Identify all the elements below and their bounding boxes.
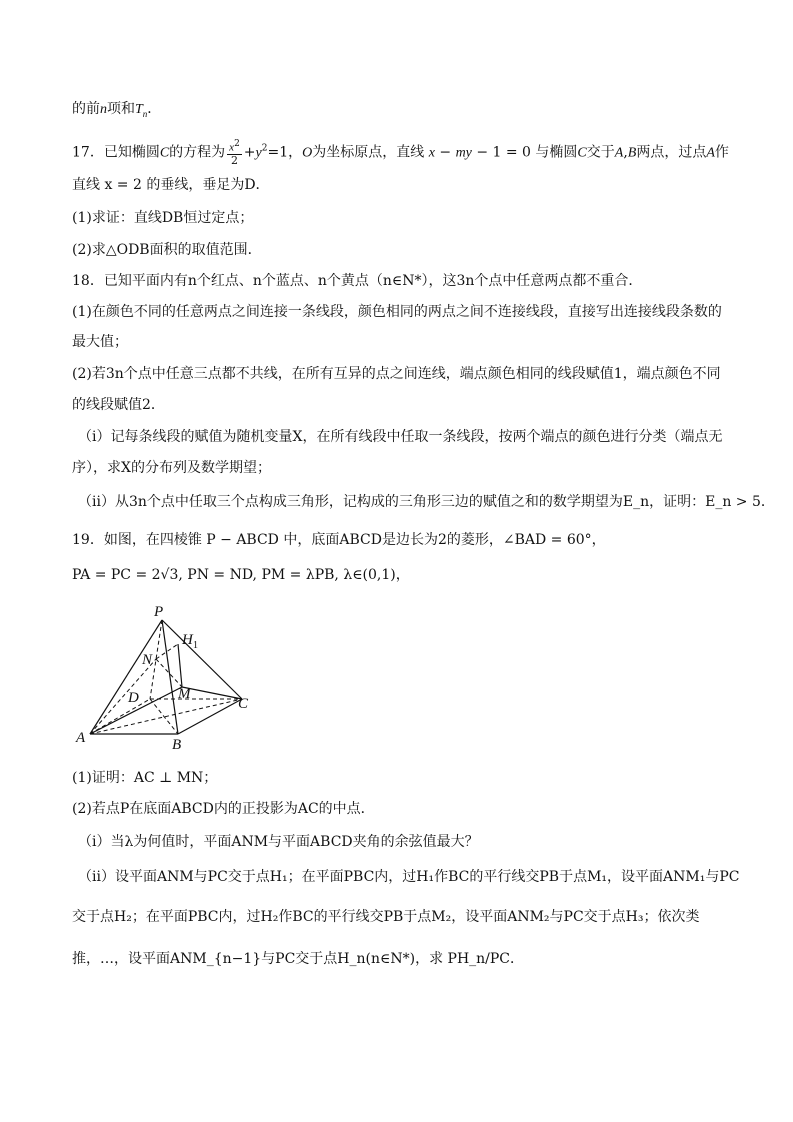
label-N: N bbox=[142, 652, 153, 668]
question-18-part-2-cont: 的线段赋值2． bbox=[72, 397, 165, 413]
question-18-part-2: (2)若3n个点中任意三点都不共线，在所有互异的点之间连线，端点颜色相同的线段赋值1，端点颜色不同 bbox=[72, 366, 721, 382]
question-17-part-2: (2)求△ODB面积的取值范围． bbox=[72, 242, 262, 258]
question-19-part-2: (2)若点P在底面ABCD内的正投影为AC的中点． bbox=[72, 801, 375, 817]
label-M: M bbox=[178, 686, 191, 702]
question-18-sub-i-cont: 序），求X的分布列及数学期望； bbox=[72, 460, 271, 476]
question-18-line-1: 18．已知平面内有n个红点、n个蓝点、n个黄点（n∈N*），这3n个点中任意两点都不重合． bbox=[72, 273, 643, 289]
question-19-sub-i: （i）当λ为何值时，平面ANM与平面ABCD夹角的余弦值最大？ bbox=[78, 834, 479, 850]
edge-AD bbox=[90, 699, 150, 734]
question-18-sub-i: （i）记每条线段的赋值为随机变量X，在所有线段中任取一条线段，按两个端点的颜色进行分类（端点无 bbox=[78, 429, 723, 445]
pyramid-diagram bbox=[72, 602, 262, 752]
question-19-line-2: PA = PC = 2√3, PN = ND, PM = λPB, λ∈(0,1)， bbox=[72, 567, 410, 583]
edge-BC bbox=[178, 699, 242, 734]
segment-MC bbox=[182, 687, 242, 699]
question-18-part-1: (1)在颜色不同的任意两点之间连接一条线段，颜色相同的两点之间不连接线段，直接写出连接线段条数的 bbox=[72, 304, 722, 320]
text-line: 的前n项和$T_n$． bbox=[72, 101, 162, 119]
label-A: A bbox=[76, 730, 86, 746]
question-17-line-1: 17．已知椭圆C的方程为 $\frac{x^2}{2}$ $+y^2=1$，O为坐标原点，直线 x − my − 1 = 0 与椭圆C交于A,B两点，过点A作 bbox=[72, 139, 729, 167]
label-D: D bbox=[128, 690, 139, 706]
question-18-sub-ii: （ii）从3n个点中任取三个点构成三角形，记构成的三角形三边的赋值之和的数学期望为E_n，证明：E_n > 5． bbox=[78, 494, 775, 510]
segment-H1M bbox=[178, 644, 182, 687]
segment-AC bbox=[90, 699, 242, 734]
question-18-part-1-cont: 最大值； bbox=[72, 334, 128, 350]
label-H-subscript: 1 bbox=[193, 640, 198, 651]
segment-AN bbox=[90, 659, 156, 734]
pyramid-figure bbox=[72, 602, 262, 752]
label-P: P bbox=[154, 604, 164, 620]
question-19-sub-ii-cont-1: 交于点H₂；在平面PBC内，过H₂作BC的平行线交PB于点M₂，设平面ANM₂与PC交于点H₃；依次类 bbox=[72, 909, 700, 925]
label-H: H bbox=[182, 632, 193, 648]
question-17-part-1: (1)求证：直线DB恒过定点； bbox=[72, 210, 254, 226]
label-C: C bbox=[238, 696, 249, 712]
edge-PA bbox=[90, 620, 162, 734]
question-19-part-1: (1)证明：AC ⊥ MN； bbox=[72, 770, 218, 786]
label-B: B bbox=[172, 737, 182, 752]
question-19-line-1: 19．如图，在四棱锥 P − ABCD 中，底面ABCD是边长为2的菱形，∠BAD = 60°， bbox=[72, 532, 606, 548]
question-19-sub-ii-cont-2: 推，…，设平面ANM_{n−1}与PC交于点H_n(n∈N*)，求 PH_n/PC． bbox=[72, 951, 525, 967]
edge-PC bbox=[162, 620, 242, 699]
question-17-line-2: 直线 x = 2 的垂线，垂足为D． bbox=[72, 177, 270, 193]
question-19-sub-ii: （ii）设平面ANM与PC交于点H₁；在平面PBC内，过H₁作BC的平行线交PB于点M₁，设平面ANM₁与PC bbox=[78, 869, 740, 885]
